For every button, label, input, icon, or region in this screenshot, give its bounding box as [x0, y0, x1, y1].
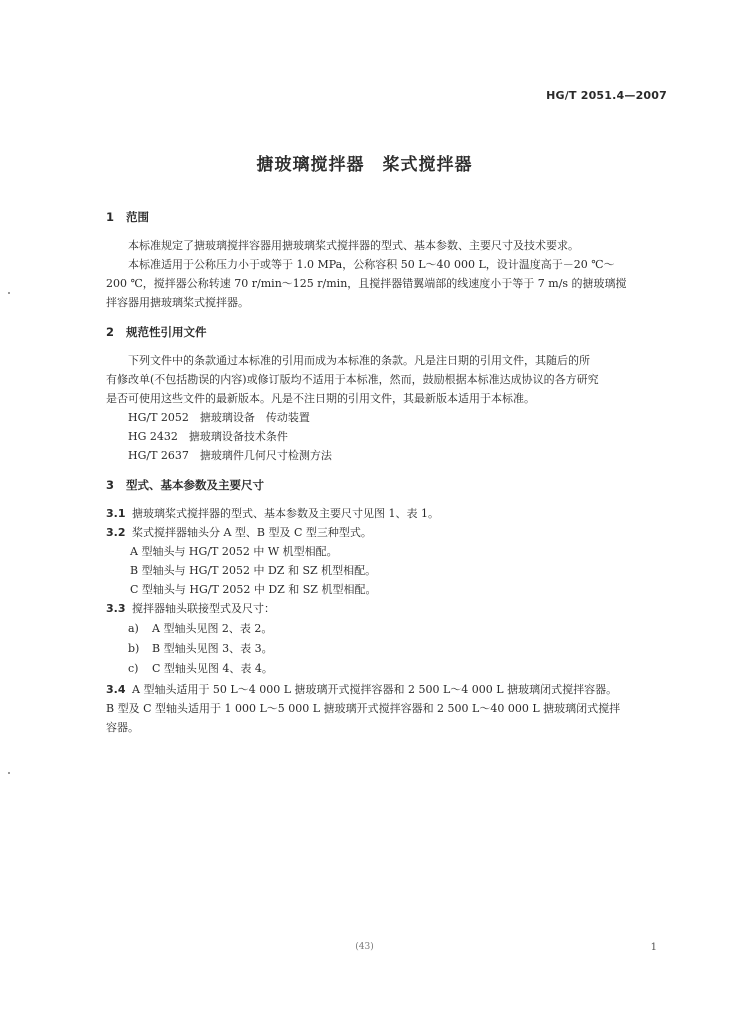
clause-3-4-number: 3.4	[106, 683, 126, 696]
section-1-para-2-line-2: 200 ℃，搅拌器公称转速 70 r/min～125 r/min，且搅拌器错翼端部的线速度小于等于 7 m/s 的搪玻璃搅	[106, 277, 627, 290]
list-item	[128, 620, 272, 636]
clause-3-2	[106, 524, 372, 540]
list-item-text: C 型轴头见图 4、表 4。	[152, 662, 273, 675]
section-1-para-2-line-1: 本标准适用于公称压力小于或等于 1.0 MPa，公称容积 50 L～40 000 L，设计温度高于－20 ℃～	[128, 258, 615, 271]
list-item-text: B 型轴头见图 3、表 3。	[152, 642, 273, 655]
clause-3-1-text: 搪玻璃桨式搅拌器的型式、基本参数及主要尺寸见图 1、表 1。	[132, 507, 439, 520]
section-2-para-line-3: 是否可使用这些文件的最新版本。凡是不注日期的引用文件，其最新版本适用于本标准。	[106, 392, 535, 405]
list-item-text: A 型轴头见图 2、表 2。	[152, 622, 273, 635]
standard-code: HG/T 2051.4—2007	[546, 89, 667, 102]
section-2-para-line-2: 有修改单(不包括勘误的内容)或修订版均不适用于本标准，然而，鼓励根据本标准达成协议的各方研究	[106, 373, 599, 386]
list-item-marker: a)	[128, 622, 139, 635]
clause-3-4-line-3: 容器。	[106, 721, 139, 734]
clause-3-2-sub: B 型轴头与 HG/T 2052 中 DZ 和 SZ 机型相配。	[130, 564, 377, 577]
title-part-1: 搪玻璃搅拌器	[256, 155, 365, 175]
footer-sequence-number: (43)	[355, 942, 374, 952]
page-title	[0, 150, 729, 175]
list-item	[128, 660, 273, 676]
clause-3-3	[106, 600, 275, 616]
section-3-title: 型式、基本参数及主要尺寸	[126, 478, 264, 492]
reference-item: HG/T 2637 搪玻璃件几何尺寸检测方法	[128, 449, 332, 462]
clause-3-1	[106, 505, 439, 521]
page-number: 1	[650, 942, 657, 953]
section-2-number: 2	[106, 325, 115, 339]
list-item-marker: b)	[128, 642, 140, 655]
reference-item: HG/T 2052 搪玻璃设备 传动装置	[128, 411, 310, 424]
clause-3-2-number: 3.2	[106, 526, 126, 539]
section-3-number: 3	[106, 478, 115, 492]
section-1-para-1: 本标准规定了搪玻璃搅拌容器用搪玻璃桨式搅拌器的型式、基本参数、主要尺寸及技术要求。	[128, 239, 579, 252]
scan-speck	[8, 772, 10, 774]
list-item	[128, 640, 273, 656]
clause-3-2-sub: C 型轴头与 HG/T 2052 中 DZ 和 SZ 机型相配。	[130, 583, 377, 596]
clause-3-3-number: 3.3	[106, 602, 126, 615]
section-1-heading	[106, 209, 149, 225]
reference-item: HG 2432 搪玻璃设备技术条件	[128, 430, 288, 443]
list-item-marker: c)	[128, 662, 139, 675]
clause-3-2-text: 桨式搅拌器轴头分 A 型、B 型及 C 型三种型式。	[132, 526, 372, 539]
section-2-title: 规范性引用文件	[126, 325, 207, 339]
clause-3-4-line-2: B 型及 C 型轴头适用于 1 000 L～5 000 L 搪玻璃开式搅拌容器和 2 500 L～40 000 L 搪玻璃闭式搅拌	[106, 702, 621, 715]
section-1-para-2-line-3: 拌容器用搪玻璃桨式搅拌器。	[106, 296, 249, 309]
clause-3-2-sub: A 型轴头与 HG/T 2052 中 W 机型相配。	[130, 545, 338, 558]
section-3-heading	[106, 477, 264, 493]
section-2-para-line-1: 下列文件中的条款通过本标准的引用而成为本标准的条款。凡是注日期的引用文件，其随后的所	[128, 354, 590, 367]
clause-3-4-line-1: A 型轴头适用于 50 L～4 000 L 搪玻璃开式搅拌容器和 2 500 L～4 000 L 搪玻璃闭式搅拌容器。	[132, 683, 618, 696]
section-1-number: 1	[106, 210, 115, 224]
clause-3-3-text: 搅拌器轴头联接型式及尺寸：	[132, 602, 275, 615]
scan-speck	[8, 292, 10, 294]
clause-3-1-number: 3.1	[106, 507, 126, 520]
section-2-heading	[106, 324, 207, 340]
clause-3-4	[106, 681, 617, 697]
title-part-2: 桨式搅拌器	[382, 155, 473, 175]
section-1-title: 范围	[126, 210, 149, 224]
